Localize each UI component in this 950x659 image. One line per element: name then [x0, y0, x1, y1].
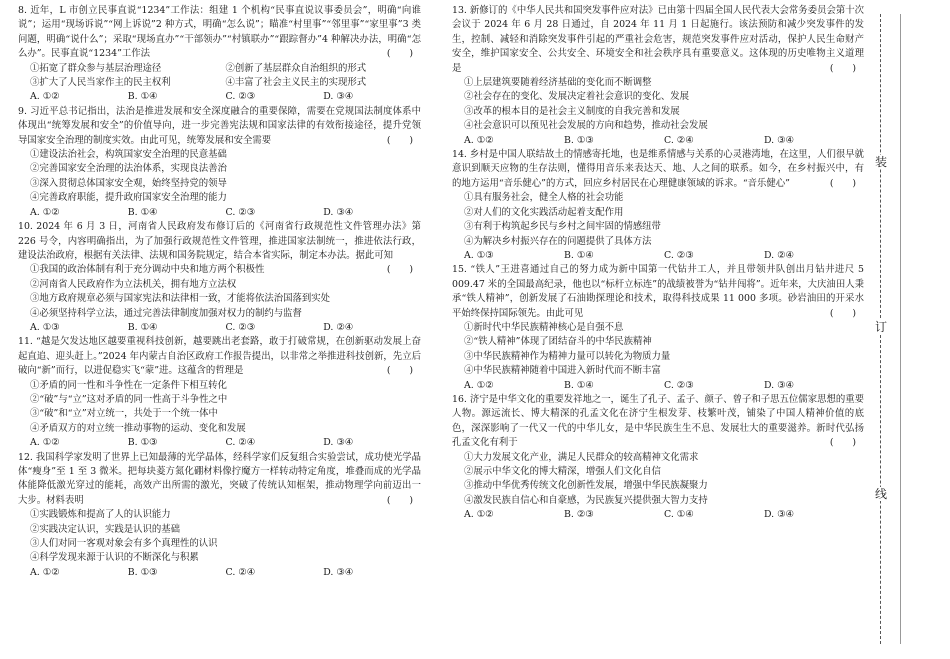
answer-bracket: ( ): [829, 62, 856, 74]
choice-row: A. ①② B. ②③ C. ①④ D. ③④: [464, 509, 794, 521]
option: ③“破”和“立”对立统一，共处于一个统一体中: [30, 408, 218, 420]
question-stem: 9. 习近平总书记指出，法治是推进发展和安全深度融合的重要保障，需要在党规国法制度体系中体现出“统筹发展和安全”的价值导向，进一步完善宪法规和国家法律的有效衔接途径，提升党领导国家安全治理的制度实效。由此可见，统筹发展和安全需要 ( ): [18, 105, 421, 148]
question-10: [18, 220, 421, 335]
option: ①具有服务社会，健全人格的社会功能: [464, 192, 624, 204]
option: ①新时代中华民族精神核心是自强不息: [464, 321, 624, 333]
choice-row: A. ①② B. ①④ C. ②③ D. ③④: [30, 91, 354, 103]
option-row: ③扩大了人民当家作主的民主权利 ④丰富了社会主义民主的实现形式: [30, 77, 367, 89]
question-11: [18, 335, 421, 450]
question-16: [452, 393, 864, 523]
option: ①实践锻炼和提高了人的认识能力: [30, 509, 171, 521]
option: ②社会存在的变化、发展决定着社会意识的变化、发展: [464, 91, 690, 103]
option-row: ①拓宽了群众参与基层治理途径 ②创新了基层群众自治组织的形式: [30, 62, 367, 74]
option: ④必须坚持科学立法，通过完善法律制度加强对权力的制约与监督: [30, 307, 302, 319]
option: ④社会意识可以预见社会发展的方向和趋势，推动社会发展: [464, 120, 708, 132]
question-15: [452, 263, 864, 393]
option: ①矛盾的同一性和斗争性在一定条件下相互转化: [30, 379, 227, 391]
option: ④激发民族自信心和自豪感，为民族复兴提供强大智力支持: [464, 494, 708, 506]
answer-bracket: ( ): [829, 177, 856, 189]
answer-bracket: ( ): [386, 365, 413, 377]
answer-bracket: ( ): [386, 48, 413, 60]
choice-row: A. ①② B. ①③ C. ②④ D. ③④: [30, 566, 354, 578]
answer-bracket: ( ): [386, 134, 413, 146]
question-13: [452, 4, 864, 148]
question-stem: 13. 新修订的《中华人民共和国突发事件应对法》已由第十四届全国人民代表大会常务委员会第十次会议于 2024 年 6 月 28 日通过，自 2024 年 11 月 1 日起施行。该法预防和减少突发事件的发生，控制、减轻和消除突发事件引起的严重社会危害，规范突发事件应对活动，保护人民生命财产安全，维护国家安全、公共安全、环境安全和社会秩序具有重要意义。这体现的历史唯物主义道理是 ( ): [452, 4, 864, 76]
answer-bracket: ( ): [386, 494, 413, 506]
option: ②完善国家安全治理的法治体系，实现良法善治: [30, 163, 227, 175]
option: ①建设法治社会，构筑国家安全治理的民意基础: [30, 149, 227, 161]
question-stem: 14. 乡村是中国人联结故土的情感寄托地，也是维系情感与关系的心灵港湾地，在这里，人们很早就意识到顺天应物的生存法则，懂得用音乐来表达天、地、人之间的联系。如今，在乡村振兴中，有的地方运用“音乐健心”的方式，回应乡村居民在心理健康领域的诉求。“音乐健心” ( ): [452, 148, 864, 191]
option: ②“铁人精神”体现了团结奋斗的中华民族精神: [464, 336, 652, 348]
option: ④完善政府职能，提升政府国家安全治理的能力: [30, 192, 227, 204]
option: ②河南省人民政府作为立法机关，拥有地方立法权: [30, 278, 237, 290]
question-stem: 8. 近年，L 市创立民事直说“1234”工作法：组建 1 个机构“民事直说议事委员会”，明确“向谁说”；运用“现场诉说”“网上诉说”2 种方式，明确“怎么说”；瞄准“村里事”“邻里事”“家里事”3 类问题，明确“说什么”；采取“现场直办”“干部领办”“村镇联办”“跟踪督办”4 种解决办法，明确“怎么办”。民事直说“1234”工作法 ( ): [18, 4, 421, 62]
question-stem: 10. 2024 年 6 月 3 日，河南省人民政府发布修订后的《河南省行政规范性文件管理办法》第 226 号令，内容明确指出，为了加强行政规范性文件管理，推进国家法制统一，推进依法行政，建设法治政府，根据有关法律、法规和国务院规定，结合本省实际，制定本办法。据此可知 ( ): [18, 220, 421, 263]
option: ③人们对同一客观对象会有多个真理性的认识: [30, 538, 218, 550]
choice-row: A. ①③ B. ①④ C. ②③ D. ②④: [464, 249, 794, 261]
option: ③地方政府规章必须与国家宪法和法律相一致，才能将依法治国落到实处: [30, 293, 331, 305]
option: ③中华民族精神作为精神力量可以转化为物质力量: [464, 350, 671, 362]
option: ①大力发展文化产业，满足人民群众的较高精神文化需求: [464, 451, 699, 463]
question-14: [452, 148, 864, 263]
option: ②展示中华文化的博大精深，增强人们文化自信: [464, 466, 661, 477]
choice-row: A. ①② B. ①③ C. ②④ D. ③④: [464, 134, 794, 146]
choice-row: A. ①② B. ①④ C. ②③ D. ③④: [464, 379, 794, 391]
question-stem: 15. “铁人”王进喜通过自己的努力成为新中国第一代钻井工人，并且带领井队创出月钻井进尺 5 009.47 米的全国最高纪录，他也以“标杆立标连”的战绩被誉为“钻井闯将”。近年来，大庆油田人秉承“铁人精神”，创新发展了石油勘探理论和技术，取得科技成果 11 000 多项。砂岩油田的开采水平始终保持国际领先。由此可见 ( ): [452, 263, 864, 321]
binding-mark-zhuang: 装: [874, 155, 887, 169]
choice-row: A. ①② B. ①③ C. ②④ D. ③④: [30, 437, 354, 449]
binding-mark-xian: 线: [874, 487, 887, 501]
right-column: [452, 4, 864, 523]
choice-row: A. ①③ B. ①④ C. ②③ D. ②④: [30, 321, 354, 333]
choice-row: A. ①② B. ①④ C. ②③ D. ③④: [30, 206, 354, 218]
option: ①我国的政治体制有利于充分调动中央和地方两个积极性: [30, 264, 265, 276]
question-stem: 16. 济宁是中华文化的重要发祥地之一，诞生了孔子、孟子、颜子、曾子和子思五位儒家思想的重要人物。源远流长、博大精深的孔孟文化在济宁生根发芽、枝繁叶茂，铺染了中国人精神价值的底色，深深影响了一代又一代的中华儿女，是中华民族生生不息、发展壮大的重要滋养。新时代弘扬孔孟文化有利于 ( ): [452, 393, 864, 451]
option: ③深入贯彻总体国家安全观，始终坚持党的领导: [30, 177, 227, 189]
answer-bracket: ( ): [829, 437, 856, 449]
option: ③改革的根本目的是社会主义制度的自我完善和发展: [464, 105, 680, 117]
option: ①上层建筑要随着经济基础的变化而不断调整: [464, 77, 652, 89]
option: ④科学发现来源于认识的不断深化与积累: [30, 552, 199, 564]
question-stem: 11. “越是欠发达地区越要重视科技创新，越要跳出老套路，敢于打破常规，在创新驱动发展上奋起直追、迎头赶上。”2024 年内蒙古自治区政府工作报告提出，以非常之举推进科技创新，先立后破向“新”而行，以进促稳实飞“蒙”进。这蕴含的哲理是 ( ): [18, 335, 421, 378]
option: ④为解决乡村振兴存在的问题提供了具体方法: [464, 235, 652, 247]
answer-bracket: ( ): [386, 264, 413, 276]
binding-mark-ding: 订: [874, 320, 887, 334]
option: ②实践决定认识，实践是认识的基础: [30, 523, 181, 535]
question-8: [18, 4, 421, 105]
option: ③有利于构筑起乡民与乡村之间牢固的情感纽带: [464, 221, 661, 233]
question-9: [18, 105, 421, 220]
left-column: [18, 4, 421, 580]
question-stem: 12. 我国科学家发明了世界上已知最薄的光学晶体，经科学家们反复组合实验尝试，成功使光学晶体“瘦身”至 1 至 3 微米。把每块菱方氮化硼材料像拧魔方一样转动特定角度，堆叠而成的光学晶体能降低激光穿过的能耗，高效产出所需的激光，突破了传统认知框架，推动物理学向前迈出一大步。材料表明 ( ): [18, 451, 421, 509]
option: ④中华民族精神随着中国进入新时代而不断丰富: [464, 365, 661, 377]
page-edge-line: [900, 14, 901, 644]
option: ②对人们的文化实践活动起着支配作用: [464, 206, 624, 218]
question-12: [18, 451, 421, 581]
answer-bracket: ( ): [829, 307, 856, 319]
option: ②“破”与“立”这对矛盾的同一性高于斗争性之中: [30, 393, 228, 405]
option: ④矛盾双方的对立统一推动事物的运动、变化和发展: [30, 422, 246, 434]
option: ③推动中华优秀传统文化创新性发展，增强中华民族凝聚力: [464, 480, 708, 492]
